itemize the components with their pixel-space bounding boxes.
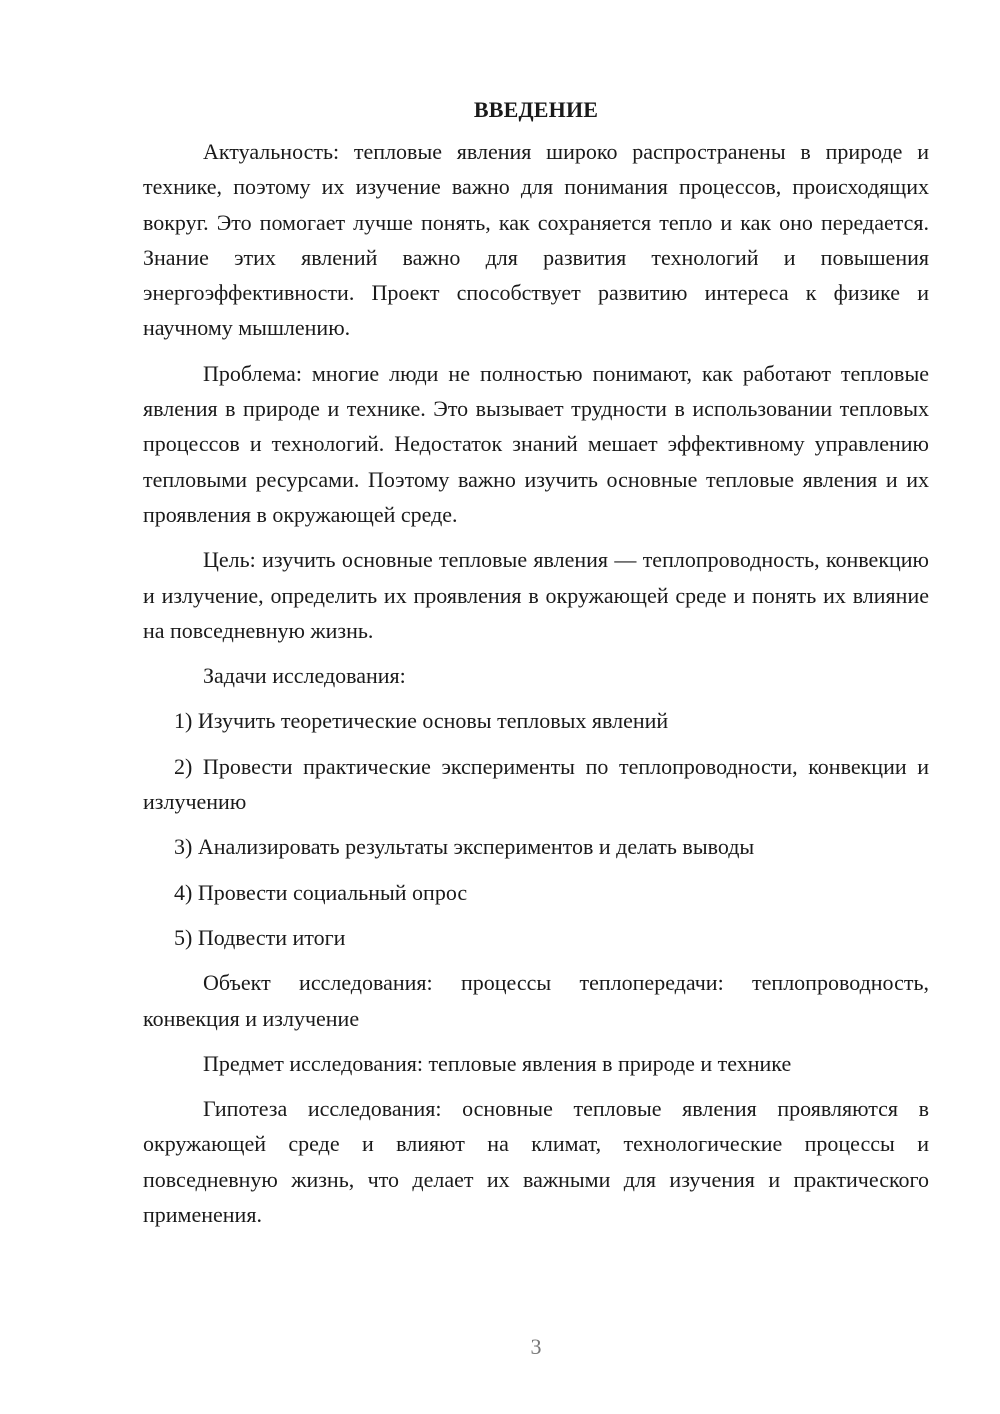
paragraph-subject: Предмет исследования: тепловые явления в природе и технике — [203, 1050, 792, 1076]
task-item: 3) Анализировать результаты экспериментов и делать выводы — [174, 834, 755, 860]
task-item: 5) Подвести итоги — [174, 924, 346, 950]
task-item: 4) Провести социальный опрос — [174, 879, 468, 905]
page-content — [143, 95, 929, 1242]
tasks-list — [143, 703, 929, 955]
paragraph-problem: Проблема: многие люди не полностью понимают, как работают тепловые явления в природе и технике. Это вызывает трудности в использовании тепловых процессов и технологий. Недостаток знаний мешает эффективному управлению тепловыми ресурсами. Поэтому важно изучить основные тепловые явления и их проявления в окружающей среде. — [143, 360, 929, 527]
paragraph-hypothesis: Гипотеза исследования: основные тепловые явления проявляются в окружающей среде и влияют на климат, технологические процессы и повседневную жизнь, что делает их важными для изучения и практического применения. — [143, 1096, 929, 1228]
page-number: 3 — [530, 1334, 542, 1359]
task-item: 1) Изучить теоретические основы тепловых явлений — [174, 708, 669, 734]
tasks-heading: Задачи исследования: — [203, 663, 406, 689]
paragraph-goal: Цель: изучить основные тепловые явления — теплопроводность, конвекцию и излучение, определить их проявления в окружающей среде и понять их влияние на повседневную жизнь. — [143, 547, 929, 643]
paragraph-relevance: Актуальность: тепловые явления широко распространены в природе и технике, поэтому их изучение важно для понимания процессов, происходящих вокруг. Это помогает лучше понять, как сохраняется тепло и как оно передается. Знание этих явлений важно для развития технологий и повышения энергоэффективности. Проект способствует развитию интереса к физике и научному мышлению. — [143, 139, 929, 341]
paragraph-object: Объект исследования: процессы теплопередачи: теплопроводность, конвекция и излучение — [143, 970, 929, 1031]
page-title: ВВЕДЕНИЕ — [473, 97, 599, 122]
task-item: 2) Провести практические эксперименты по теплопроводности, конвекции и излучению — [143, 753, 929, 815]
